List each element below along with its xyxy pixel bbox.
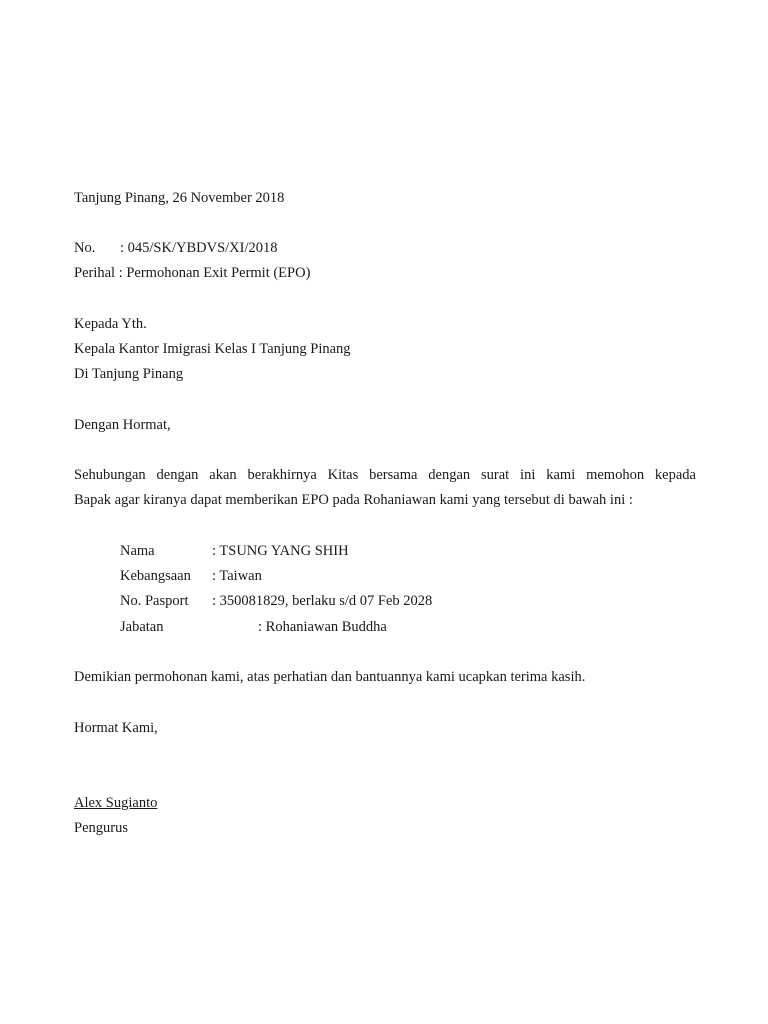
detail-label-passport: No. Pasport bbox=[120, 593, 189, 609]
reference-number-value: : 045/SK/YBDVS/XI/2018 bbox=[120, 240, 278, 256]
sign-off: Hormat Kami, bbox=[74, 720, 158, 736]
reference-number-line bbox=[74, 239, 278, 257]
signatory-title: Pengurus bbox=[74, 820, 128, 836]
detail-label-nationality: Kebangsaan bbox=[120, 568, 191, 584]
detail-value-position: : Rohaniawan Buddha bbox=[258, 619, 387, 635]
detail-label-position: Jabatan bbox=[120, 619, 164, 635]
detail-value-nationality: : Taiwan bbox=[212, 568, 262, 584]
recipient-line-1: Kepada Yth. bbox=[74, 316, 147, 332]
greeting: Dengan Hormat, bbox=[74, 417, 171, 433]
reference-number-label: No. bbox=[74, 240, 96, 256]
recipient-line-2: Kepala Kantor Imigrasi Kelas I Tanjung Pinang bbox=[74, 341, 351, 357]
detail-value-name: : TSUNG YANG SHIH bbox=[212, 543, 349, 559]
detail-value-passport: : 350081829, berlaku s/d 07 Feb 2028 bbox=[212, 593, 433, 609]
recipient-line-3: Di Tanjung Pinang bbox=[74, 366, 184, 382]
body-paragraph-line-1: Sehubungan dengan akan berakhirnya Kitas bersama dengan surat ini kami memohon kepada bbox=[74, 467, 696, 483]
closing-paragraph: Demikian permohonan kami, atas perhatian dan bantuannya kami ucapkan terima kasih. bbox=[74, 669, 586, 685]
subject-line bbox=[74, 264, 310, 282]
body-paragraph-line-2: Bapak agar kiranya dapat memberikan EPO pada Rohaniawan kami yang tersebut di bawah ini : bbox=[74, 492, 633, 508]
signatory-name: Alex Sugianto bbox=[74, 795, 158, 811]
place-date: Tanjung Pinang, 26 November 2018 bbox=[74, 190, 285, 206]
subject-label: Perihal bbox=[74, 265, 116, 281]
detail-label-name: Nama bbox=[120, 543, 155, 559]
subject-value: : Permohonan Exit Permit (EPO) bbox=[118, 265, 311, 281]
